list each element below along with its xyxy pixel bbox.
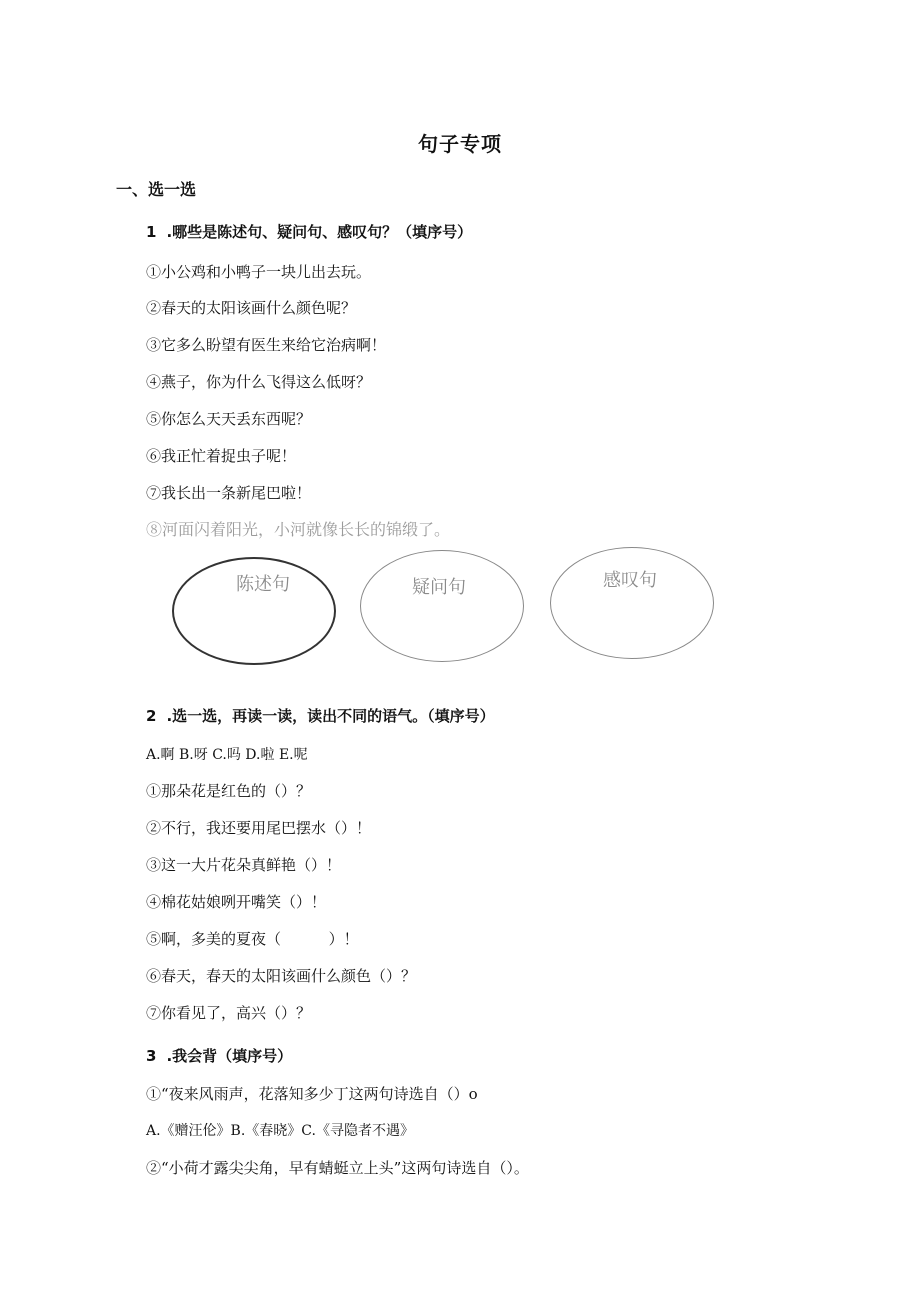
list-item: ②“小荷才露尖尖角，早有蜻蜓立上头”这两句诗选自（）。: [146, 1159, 529, 1177]
question-text: .选一选，再读一读，读出不同的语气。（填序号）: [166, 707, 495, 725]
question-number: 2: [146, 707, 157, 725]
question-3: [146, 1045, 292, 1066]
oval-label-interrogative: 疑问句: [412, 577, 466, 598]
question-1: [146, 221, 472, 242]
question-text: .我会背（填序号）: [166, 1047, 293, 1065]
question-text: .哪些是陈述句、疑问句、感叹句？（填序号）: [166, 223, 473, 241]
list-item: ⑦你看见了，高兴（）？: [146, 1004, 312, 1022]
exclamatory-oval: [550, 547, 714, 659]
list-item: ⑦我长出一条新尾巴啦！: [146, 484, 312, 502]
oval-label-exclamatory: 感叹句: [603, 570, 657, 591]
list-item: ④燕子，你为什么飞得这么低呀？: [146, 373, 372, 391]
list-item: ①那朵花是红色的（）？: [146, 782, 312, 800]
list-item: ③它多么盼望有医生来给它治病啊！: [146, 336, 387, 354]
answer-options: A.《赠汪伦》B.《春晓》C.《寻隐者不遇》: [146, 1123, 414, 1139]
list-item: ②不行，我还要用尾巴摆水（）！: [146, 819, 372, 837]
list-item: ⑥我正忙着捉虫子呢！: [146, 447, 297, 465]
list-item: ⑥春天，春天的太阳该画什么颜色（）？: [146, 967, 417, 985]
section-heading: 一、选一选: [116, 180, 197, 199]
question-number: 1: [146, 223, 157, 241]
list-item: ④棉花姑娘咧开嘴笑（）！: [146, 893, 327, 911]
list-item: ⑤啊，多美的夏夜（ ）！: [146, 930, 359, 948]
list-item: ①小公鸡和小鸭子一块儿出去玩。: [146, 263, 372, 281]
oval-label-declarative: 陈述句: [236, 574, 290, 595]
interrogative-oval: [360, 550, 524, 662]
list-item: ②春天的太阳该画什么颜色呢？: [146, 299, 357, 317]
page-title: 句子专项: [418, 132, 502, 156]
question-number: 3: [146, 1047, 157, 1065]
list-item: ①“夜来风雨声，花落知多少丁这两句诗选自（）o: [146, 1085, 478, 1103]
list-item: ⑧河面闪着阳光，小河就像长长的锦缎了。: [146, 520, 451, 539]
answer-options: A.啊 B.呀 C.吗 D.啦 E.呢: [146, 747, 308, 763]
list-item: ⑤你怎么天天丢东西呢？: [146, 410, 312, 428]
list-item: ③这一大片花朵真鲜艳（）！: [146, 856, 342, 874]
question-2: [146, 705, 495, 726]
